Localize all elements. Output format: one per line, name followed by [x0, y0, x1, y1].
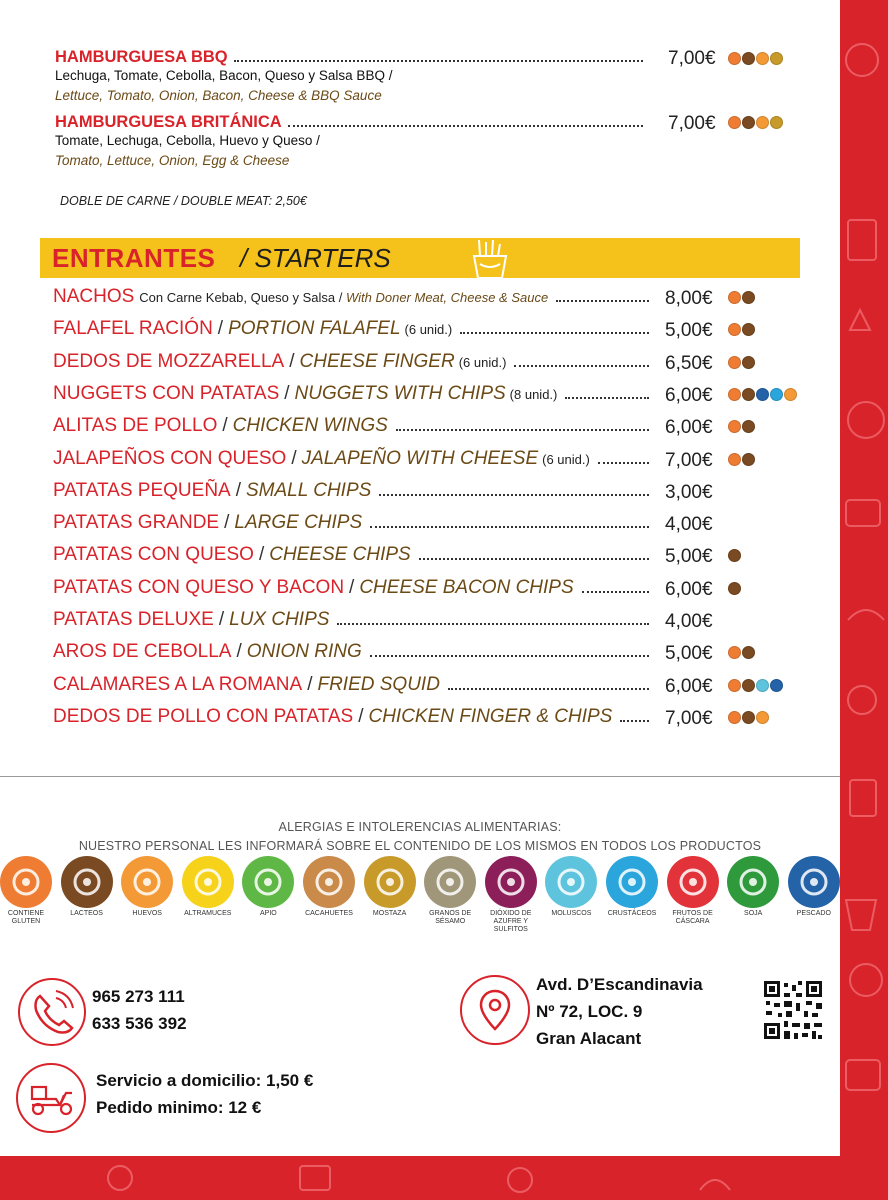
menu-item-starter: [53, 641, 651, 669]
huevos-icon: [756, 52, 769, 65]
gluten-icon: [728, 420, 741, 433]
legend-item: [481, 856, 541, 934]
delivery-scooter-icon: [16, 1063, 86, 1133]
item-name-es: PATATAS CON QUESO: [53, 544, 254, 565]
item-name-es: FALAFEL RACIÓN: [53, 318, 213, 339]
leader-dots: [379, 494, 649, 496]
menu-item-starter: [53, 351, 651, 379]
menu-item-hamburguesa-bbq: [55, 48, 805, 103]
lacteos-icon: [742, 291, 755, 304]
item-separator: /: [358, 706, 364, 727]
legend-item: [57, 856, 117, 918]
menu-item-hamburguesa-britanica: [55, 113, 805, 168]
item-price: 7,00€: [668, 113, 716, 134]
lacteos-icon: [742, 356, 755, 369]
item-name-en: NUGGETS WITH CHIPS: [294, 383, 506, 404]
double-meat-note: DOBLE DE CARNE / DOUBLE MEAT: 2,50€: [60, 194, 307, 208]
item-quantity-note: (6 unid.): [542, 452, 590, 467]
item-name-es: PATATAS GRANDE: [53, 512, 220, 533]
legend-label: MOLUSCOS: [551, 910, 592, 917]
legend-item: [238, 856, 298, 918]
gluten-icon: [728, 646, 741, 659]
item-quantity-note: (8 unid.): [509, 387, 558, 402]
item-name-en: CHEESE BACON CHIPS: [359, 577, 574, 598]
item-name: HAMBURGUESA BRITÁNICA: [55, 113, 282, 131]
item-separator: /: [224, 512, 230, 533]
pescado-icon: [770, 679, 783, 692]
lacteos-icon: [742, 52, 755, 65]
menu-item-starter: [53, 415, 651, 443]
address-line-1: Avd. D’Escandinavia: [536, 975, 703, 994]
item-price: 5,00€: [665, 320, 713, 341]
pescado-icon: [756, 388, 769, 401]
item-description-es: Con Carne Kebab, Queso y Salsa: [139, 290, 336, 305]
lacteos-icon: [61, 856, 113, 908]
legend-label: FRUTOS DE CÁSCARA: [672, 910, 713, 925]
allergen-icons: [728, 582, 741, 595]
lacteos-icon: [742, 453, 755, 466]
legend-label: DIÓXIDO DE AZUFRE Y SULFITOS: [490, 910, 532, 933]
leader-dots: [556, 300, 649, 302]
legend-label: CRUSTÁCEOS: [607, 910, 657, 917]
legend-item: [299, 856, 359, 918]
item-separator: /: [289, 351, 295, 372]
item-description-en: Lettuce, Tomato, Onion, Bacon, Cheese & BBQ Sauce: [55, 88, 382, 103]
allergen-icons: [728, 679, 783, 692]
legend-label: HUEVOS: [132, 910, 162, 917]
allergen-icons: [728, 356, 755, 369]
menu-item-starter: [53, 448, 651, 476]
huevos-icon: [121, 856, 173, 908]
sesamo-icon: [424, 856, 476, 908]
item-name-en: CHICKEN FINGER & CHIPS: [368, 706, 613, 727]
allergen-icons: [728, 291, 755, 304]
allergen-icons: [728, 549, 741, 562]
item-separator: /: [218, 609, 225, 630]
huevos-icon: [784, 388, 797, 401]
gluten-icon: [728, 323, 741, 336]
item-name-en: SMALL CHIPS: [246, 480, 372, 501]
mostaza-icon: [770, 116, 783, 129]
fries-icon: [466, 238, 514, 278]
allergen-icons: [728, 453, 755, 466]
item-price: 6,00€: [665, 417, 713, 438]
item-name-es: CALAMARES A LA ROMANA: [53, 674, 303, 695]
item-name-es: ALITAS DE POLLO: [53, 415, 218, 436]
leader-dots: [419, 558, 649, 560]
item-name-en: LUX CHIPS: [229, 609, 330, 630]
menu-item-starter: [53, 577, 651, 605]
lacteos-icon: [742, 711, 755, 724]
item-price: 6,00€: [665, 676, 713, 697]
leader-dots: [582, 591, 649, 593]
item-name-es: AROS DE CEBOLLA: [53, 641, 232, 662]
item-separator: /: [307, 674, 313, 695]
apio-icon: [242, 856, 294, 908]
gluten-icon: [728, 116, 741, 129]
mostaza-icon: [364, 856, 416, 908]
legend-label: LACTEOS: [70, 910, 103, 917]
allergen-icons: [728, 646, 755, 659]
gluten-icon: [728, 291, 741, 304]
item-name-en: ONION RING: [246, 641, 362, 662]
item-price: 6,00€: [665, 579, 713, 600]
item-name-es: NUGGETS CON PATATAS: [53, 383, 280, 404]
sulfitos-icon: [485, 856, 537, 908]
item-quantity-note: (6 unid.): [404, 322, 453, 337]
leader-dots: [565, 397, 649, 399]
location-pin-icon: [460, 975, 530, 1045]
lacteos-icon: [742, 420, 755, 433]
legend-item: [663, 856, 723, 926]
legend-item: [602, 856, 662, 918]
item-separator: /: [222, 415, 228, 436]
legend-item: [117, 856, 177, 918]
leader-dots: [620, 720, 649, 722]
lacteos-icon: [728, 549, 741, 562]
gluten-icon: [728, 453, 741, 466]
menu-item-starter: [53, 706, 651, 734]
item-name-es: DEDOS DE MOZZARELLA: [53, 351, 285, 372]
item-separator: /: [335, 290, 346, 305]
delivery-fee: Servicio a domicilio: 1,50 €: [96, 1071, 314, 1090]
item-name-es: JALAPEÑOS CON QUESO: [53, 448, 287, 469]
item-price: 4,00€: [665, 514, 713, 535]
lacteos-icon: [728, 582, 741, 595]
allergy-notice-text: NUESTRO PERSONAL LES INFORMARÁ SOBRE EL CONTENIDO DE LOS MISMOS EN TODOS LOS PRODUCTOS: [78, 839, 762, 853]
section-title-es: ENTRANTES: [52, 243, 216, 273]
menu-item-starter: [53, 318, 651, 346]
leader-dots: [460, 332, 649, 334]
item-separator: /: [236, 641, 242, 662]
legend-item: [723, 856, 783, 918]
crustaceos-icon: [770, 388, 783, 401]
item-name-en: FRIED SQUID: [317, 674, 440, 695]
item-price: 6,00€: [665, 385, 713, 406]
mostaza-icon: [770, 52, 783, 65]
qr-code-icon[interactable]: [764, 981, 822, 1039]
menu-item-starter: [53, 480, 651, 508]
allergen-icons: [728, 116, 783, 129]
lacteos-icon: [742, 116, 755, 129]
legend-item: [784, 856, 844, 918]
item-name-es: DEDOS DE POLLO CON PATATAS: [53, 706, 354, 727]
legend-item: [360, 856, 420, 918]
crustaceos-icon: [606, 856, 658, 908]
leader-dots: [448, 688, 649, 690]
menu-item-starter: [53, 383, 651, 411]
legend-label: ALTRAMUCES: [184, 910, 232, 917]
allergen-icons: [728, 52, 783, 65]
altramuces-icon: [182, 856, 234, 908]
leader-dots: [288, 125, 643, 127]
moluscos-icon: [545, 856, 597, 908]
allergen-icons: [728, 420, 755, 433]
item-description-en: Tomato, Lettuce, Onion, Egg & Cheese: [55, 153, 290, 168]
lacteos-icon: [742, 388, 755, 401]
item-separator: /: [291, 448, 297, 469]
item-separator: /: [258, 544, 265, 565]
item-separator: /: [349, 577, 355, 598]
minimum-order: Pedido minimo: 12 €: [96, 1098, 262, 1117]
item-description-es: Tomate, Lechuga, Cebolla, Huevo y Queso /: [55, 133, 320, 148]
lacteos-icon: [742, 679, 755, 692]
gluten-icon: [728, 356, 741, 369]
menu-item-starter: [53, 609, 651, 637]
cacahuetes-icon: [303, 856, 355, 908]
item-price: 7,00€: [665, 708, 713, 729]
legend-label: GRANOS DE SÉSAMO: [429, 910, 472, 925]
menu-item-starter: [53, 674, 651, 702]
menu-item-nachos: [53, 286, 651, 314]
item-name-en: LARGE CHIPS: [234, 512, 363, 533]
item-price: 5,00€: [665, 546, 713, 567]
divider: [0, 776, 840, 777]
pescado-icon: [788, 856, 840, 908]
phone-number-1[interactable]: 965 273 111: [92, 987, 185, 1006]
item-name-en: JALAPEÑO WITH CHEESE: [301, 448, 539, 469]
legend-item: [0, 856, 56, 926]
huevos-icon: [756, 711, 769, 724]
item-name-es: NACHOS: [53, 286, 135, 307]
item-description-es: Lechuga, Tomate, Cebolla, Bacon, Queso y Salsa BBQ /: [55, 68, 393, 83]
item-separator: /: [284, 383, 290, 404]
section-banner-starters: [40, 238, 800, 278]
allergen-icons: [728, 323, 755, 336]
item-name-es: PATATAS PEQUEÑA: [53, 480, 231, 501]
item-name-en: CHEESE FINGER: [299, 351, 455, 372]
legend-label: CACAHUETES: [305, 910, 353, 917]
legend-label: PESCADO: [796, 910, 831, 917]
leader-dots: [396, 429, 649, 431]
legend-label: CONTIENE GLUTEN: [7, 910, 45, 925]
item-price: 8,00€: [665, 288, 713, 309]
item-name-es: PATATAS CON QUESO Y BACON: [53, 577, 345, 598]
item-separator: /: [235, 480, 241, 501]
allergen-icons: [728, 711, 769, 724]
menu-item-starter: [53, 544, 651, 572]
gluten-icon: [728, 711, 741, 724]
leader-dots: [337, 623, 649, 625]
legend-label: SOJA: [744, 910, 763, 917]
gluten-icon: [728, 388, 741, 401]
allergen-icons: [728, 388, 797, 401]
leader-dots: [370, 655, 649, 657]
address-line-3: Gran Alacant: [536, 1029, 642, 1048]
moluscos-icon: [756, 679, 769, 692]
item-price: 6,50€: [665, 353, 713, 374]
soja-icon: [727, 856, 779, 908]
frutos-icon: [667, 856, 719, 908]
item-name-es: PATATAS DELUXE: [53, 609, 214, 630]
item-price: 7,00€: [668, 48, 716, 69]
legend-item: [541, 856, 601, 918]
gluten-icon: [0, 856, 52, 908]
gluten-icon: [728, 679, 741, 692]
legend-label: MOSTAZA: [372, 910, 407, 917]
lacteos-icon: [742, 646, 755, 659]
item-description-en: With Doner Meat, Cheese & Sauce: [345, 290, 549, 305]
phone-icon: [18, 978, 86, 1046]
item-name-en: PORTION FALAFEL: [228, 318, 401, 339]
leader-dots: [370, 526, 649, 528]
legend-label: APIO: [260, 910, 277, 917]
huevos-icon: [756, 116, 769, 129]
item-name-en: CHEESE CHIPS: [269, 544, 411, 565]
item-separator: /: [217, 318, 224, 339]
item-price: 7,00€: [665, 450, 713, 471]
menu-item-starter: [53, 512, 651, 540]
item-price: 4,00€: [665, 611, 713, 632]
address-line-2: Nº 72, LOC. 9: [536, 1002, 643, 1021]
phone-number-2[interactable]: 633 536 392: [92, 1014, 187, 1033]
leader-dots: [514, 365, 649, 367]
legend-item: [420, 856, 480, 926]
item-name-en: CHICKEN WINGS: [232, 415, 388, 436]
allergy-notice-title: ALERGIAS E INTOLERENCIAS ALIMENTARIAS:: [278, 820, 562, 834]
item-price: 5,00€: [665, 643, 713, 664]
item-name: HAMBURGUESA BBQ: [55, 48, 228, 66]
gluten-icon: [728, 52, 741, 65]
section-title-en: / STARTERS: [240, 243, 391, 273]
leader-dots: [234, 60, 643, 62]
lacteos-icon: [742, 323, 755, 336]
leader-dots: [598, 462, 649, 464]
item-price: 3,00€: [665, 482, 713, 503]
legend-item: [178, 856, 238, 918]
item-quantity-note: (6 unid.): [458, 355, 507, 370]
